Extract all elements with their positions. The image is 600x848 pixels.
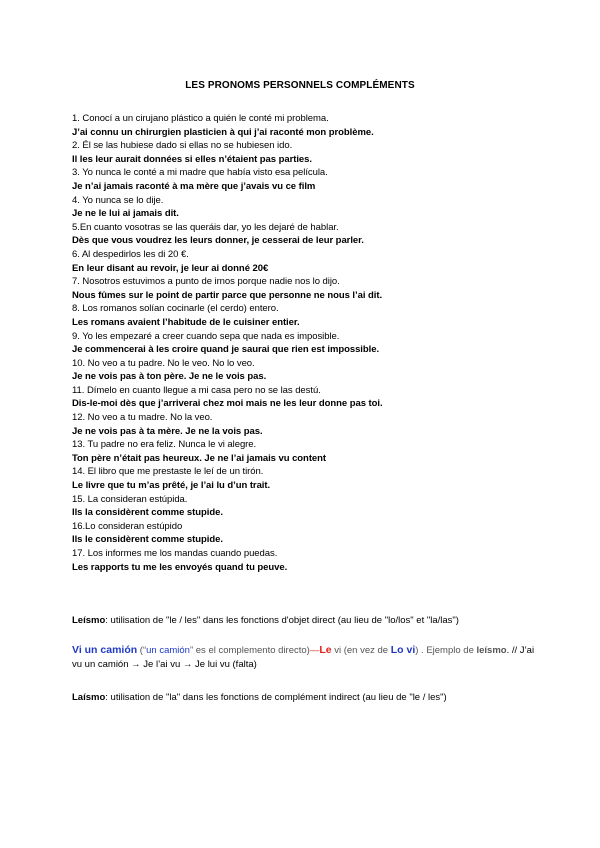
spanish-sentence: 16.Lo consideran estúpido	[72, 520, 183, 532]
spanish-sentence: 5.En cuanto vosotras se las queráis dar, yo les dejaré de hablar.	[72, 221, 339, 233]
exercise-list	[72, 112, 542, 574]
leismo-example	[72, 643, 542, 672]
page-title: LES PRONOMS PERSONNELS COMPLÉMENTS	[185, 80, 415, 91]
example-end: ) . Ejemplo de	[415, 645, 477, 656]
example-paren: (en vez de	[341, 645, 391, 656]
spanish-sentence: 3. Yo nunca le conté a mi madre que había visto esa película.	[72, 167, 328, 179]
french-translation: Il les leur aurait données si elles n’étaient pas parties.	[72, 153, 312, 165]
french-translation: Ils la considèrent comme stupide.	[72, 507, 223, 519]
example-le: Le	[319, 644, 332, 656]
french-translation: Les romans avaient l’habitude de le cuisiner entier.	[72, 316, 300, 328]
french-translation: En leur disant au revoir, je leur ai donné 20€	[72, 262, 269, 274]
french-translation: Les rapports tu me les envoyés quand tu peuve.	[72, 561, 288, 573]
example-lovi: Lo vi	[390, 644, 416, 656]
french-translation: Je n’ai jamais raconté à ma mère que j’avais vu ce film	[72, 180, 316, 192]
french-translation: Je ne vois pas à ton père. Je ne le vois pas.	[72, 371, 267, 383]
example-close: ” es el complemento directo)	[189, 645, 310, 656]
spanish-sentence: 1. Conocí a un cirujano plástico a quién le conté mi problema.	[72, 113, 329, 124]
laismo-term: Laísmo	[72, 692, 106, 703]
french-translation: J’ai connu un chirurgien plasticien à qui j’ai raconté mon problème.	[72, 126, 374, 138]
spanish-sentence: 12. No veo a tu madre. No la veo.	[72, 412, 213, 424]
french-translation: Je ne le lui ai jamais dit.	[72, 208, 179, 220]
example-quote: un camión	[146, 645, 190, 656]
example-tail: . // J’ai vu un camión → Je l’ai vu → Je lui vu (falta)	[72, 645, 535, 670]
spanish-sentence: 8. Los romanos solían cocinarle (el cerdo) entero.	[72, 303, 279, 315]
spanish-sentence: 6. Al despedirlos les di 20 €.	[72, 248, 189, 260]
example-vi: vi	[331, 645, 342, 656]
spanish-sentence: 15. La consideran estúpida.	[72, 493, 188, 505]
example-dash: —	[309, 645, 320, 656]
spanish-sentence: 17. Los informes me los mandas cuando puedas.	[72, 548, 278, 559]
spanish-sentence: 9. Yo les empezaré a creer cuando sepa que nada es imposible.	[72, 330, 340, 342]
french-translation: Nous fûmes sur le point de partir parce que personne ne nous l’ai dit.	[72, 289, 383, 301]
french-translation: Dis-le-moi dès que j’arriverai chez moi mais ne les leur donne pas toi.	[72, 398, 383, 410]
laismo-definition-text: : utilisation de "la" dans les fonctions de complément indirect (au lieu de "le / les")	[105, 692, 447, 703]
spanish-sentence: 10. No veo a tu padre. No le veo. No lo veo.	[72, 357, 255, 369]
spanish-sentence: 2. Él se las hubiese dado si ellas no se hubiesen ido.	[72, 140, 293, 152]
french-translation: Le livre que tu m’as prêté, je l’ai lu d’un trait.	[72, 480, 271, 492]
french-translation: Dès que vous voudrez les leurs donner, je cesserai de leur parler.	[72, 235, 364, 247]
french-translation: Ton père n’était pas heureux. Je ne l’ai jamais vu content	[72, 452, 327, 464]
spanish-sentence: 7. Nosotros estuvimos a punto de irnos porque nadie nos lo dijo.	[72, 276, 340, 288]
spanish-sentence: 4. Yo nunca se lo dije.	[72, 194, 164, 206]
french-translation: Je commencerai à les croire quand je saurai que rien est impossible.	[72, 344, 380, 356]
french-translation: Je ne vois pas à ta mère. Je ne la vois pas.	[72, 425, 263, 437]
spanish-sentence: 13. Tu padre no era feliz. Nunca le vi alegre.	[72, 439, 257, 451]
spanish-sentence: 14. El libro que me prestaste le leí de un tirón.	[72, 466, 264, 478]
example-leismo: leísmo	[476, 645, 507, 656]
laismo-definition	[72, 692, 542, 703]
french-translation: Ils le considèrent comme stupide.	[72, 534, 223, 546]
spanish-sentence: 11. Dímelo en cuanto llegue a mi casa pero no se las destú.	[72, 384, 321, 396]
leismo-definition-text: : utilisation de "le / les" dans les fonctions d'objet direct (au lieu de "lo/los" et "la/las")	[105, 615, 459, 626]
example-phrase: Vi un camión	[72, 644, 138, 656]
leismo-definition	[72, 615, 542, 626]
example-open: (“	[137, 645, 147, 656]
leismo-term: Leísmo	[72, 615, 106, 626]
